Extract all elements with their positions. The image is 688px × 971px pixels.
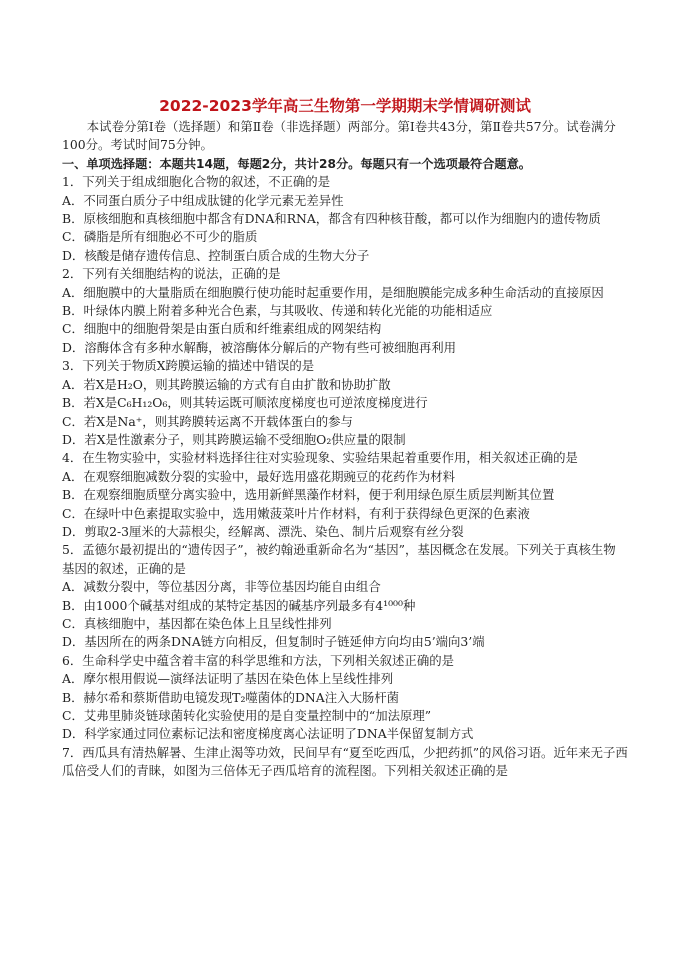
answer-option: C．磷脂是所有细胞必不可少的脂质 [62, 229, 258, 245]
answer-option: D．剪取2-3厘米的大蒜根尖，经解离、漂洗、染色、制片后观察有丝分裂 [62, 523, 464, 539]
answer-option: B．原核细胞和真核细胞中都含有DNA和RNA，都含有四种核苷酸，都可以作为细胞内的遗传物质 [62, 211, 601, 227]
section-heading: 一、单项选择题：本题共14题，每题2分，共计28分。每题只有一个选项最符合题意。 [62, 156, 531, 171]
question-stem: 3．下列关于物质X跨膜运输的描述中错误的是 [62, 358, 315, 374]
answer-option: B．在观察细胞质壁分离实验中，选用新鲜黑藻作材料，便于利用绿色原生质层判断其位置 [62, 487, 555, 503]
question-block [62, 173, 628, 265]
page-title: 2022-2023学年高三生物第一学期期末学情调研测试 [159, 97, 531, 115]
question-stem: 2．下列有关细胞结构的说法，正确的是 [62, 266, 281, 282]
answer-option: D．核酸是储存遗传信息、控制蛋白质合成的生物大分子 [62, 247, 370, 263]
answer-option: C．在绿叶中色素提取实验中，选用嫩菠菜叶片作材料，有利于获得绿色更深的色素液 [62, 505, 530, 521]
answer-option: A．不同蛋白质分子中组成肽键的化学元素无差异性 [62, 192, 344, 208]
answer-option: D．溶酶体含有多种水解酶，被溶酶体分解后的产物有些可被细胞再利用 [62, 339, 457, 355]
question-block [62, 449, 628, 541]
answer-option: A．在观察细胞减数分裂的实验中，最好选用盛花期豌豆的花药作为材料 [62, 468, 456, 484]
answer-option: A．摩尔根用假说—演绎法证明了基因在染色体上呈线性排列 [62, 671, 394, 687]
question-block [62, 744, 628, 781]
answer-option: B．若X是C₆H₁₂O₆，则其转运既可顺浓度梯度也可逆浓度梯度进行 [62, 395, 428, 411]
question-stem: 4．在生物实验中，实验材料选择往往对实验现象、实验结果起着重要作用，相关叙述正确的是 [62, 450, 578, 466]
exam-page [62, 96, 628, 781]
exam-intro: 本试卷分第Ⅰ卷（选择题）和第Ⅱ卷（非选择题）两部分。第Ⅰ卷共43分，第Ⅱ卷共57分。试卷满分100分。考试时间75分钟。 [62, 119, 616, 153]
question-list [62, 173, 628, 780]
question-stem: 1．下列关于组成细胞化合物的叙述，不正确的是 [62, 174, 331, 190]
answer-option: C．艾弗里肺炎链球菌转化实验使用的是自变量控制中的“加法原理” [62, 708, 432, 723]
answer-option: B．由1000个碱基对组成的某特定基因的碱基序列最多有4¹⁰⁰⁰种 [62, 597, 416, 613]
answer-option: D．科学家通过同位素标记法和密度梯度离心法证明了DNA半保留复制方式 [62, 726, 474, 742]
answer-option: A．减数分裂中，等位基因分离，非等位基因均能自由组合 [62, 579, 381, 595]
question-stem: 5．孟德尔最初提出的“遗传因子”，被约翰逊重新命名为“基因”，基因概念在发展。下列关于真核生物基因的叙述，正确的是 [62, 542, 616, 576]
question-block [62, 541, 628, 651]
question-stem: 7．西瓜具有清热解暑、生津止渴等功效，民间早有“夏至吃西瓜，少把药抓”的风俗习语。近年来无子西瓜倍受人们的青睐，如图为三倍体无子西瓜培育的流程图。下列相关叙述正确的是 [62, 744, 628, 779]
answer-option: C．若X是Na⁺，则其跨膜转运离不开载体蛋白的参与 [62, 413, 353, 429]
question-block [62, 265, 628, 357]
answer-option: B．赫尔希和蔡斯借助电镜发现T₂噬菌体的DNA注入大肠杆菌 [62, 689, 400, 705]
question-block [62, 357, 628, 449]
answer-option: A．细胞膜中的大量脂质在细胞膜行使功能时起重要作用，是细胞膜能完成多种生命活动的直接原因 [62, 284, 604, 300]
answer-option: B．叶绿体内膜上附着多种光合色素，与其吸收、传递和转化光能的功能相适应 [62, 303, 493, 319]
question-stem: 6．生命科学史中蕴含着丰富的科学思维和方法，下列相关叙述正确的是 [62, 652, 454, 668]
answer-option: D．若X是性激素分子，则其跨膜运输不受细胞O₂供应量的限制 [62, 431, 406, 447]
answer-option: C．细胞中的细胞骨架是由蛋白质和纤维素组成的网架结构 [62, 321, 382, 337]
answer-option: D．基因所在的两条DNA链方向相反，但复制时子链延伸方向均由5’端向3’端 [62, 634, 485, 650]
answer-option: A．若X是H₂O，则其跨膜运输的方式有自由扩散和协助扩散 [62, 376, 391, 392]
answer-option: C．真核细胞中，基因都在染色体上且呈线性排列 [62, 615, 332, 631]
question-block [62, 652, 628, 744]
